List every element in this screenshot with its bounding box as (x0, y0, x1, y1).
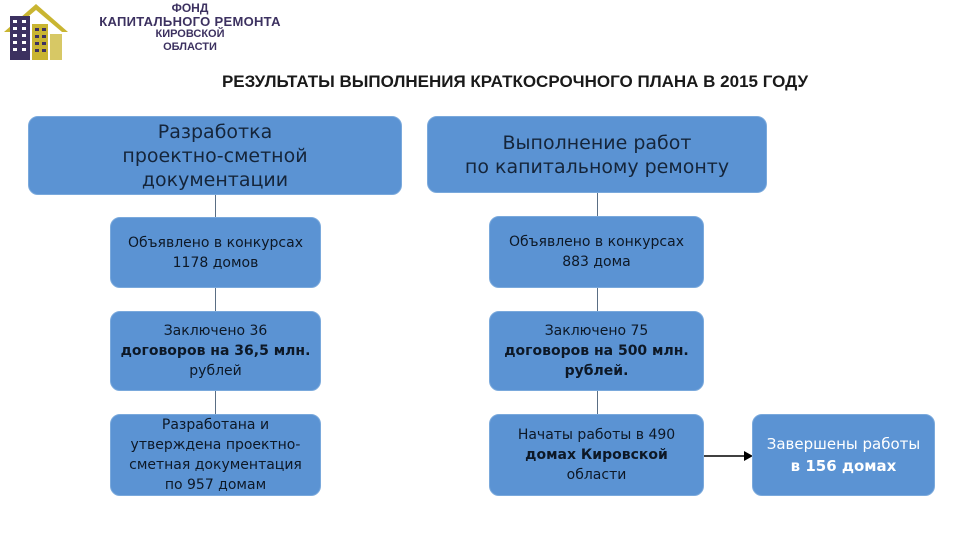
left-box-contracts-line-2: договоров на 36,5 млн. (120, 343, 311, 359)
left-box-tenders-line-1: Объявлено в конкурсах (127, 234, 303, 251)
right-box-contracts-line-1: Заключено 75 (544, 323, 649, 339)
right-box-tenders-line-1: Объявлено в конкурсах (508, 234, 684, 250)
left-box-documentation-line-2: утверждена проектно- (130, 437, 301, 453)
logo-line-1: ФОНД (171, 1, 209, 15)
left-box-contracts-line-3: рублей (189, 363, 242, 379)
right-box-contracts-line-2: договоров на 500 млн. (504, 343, 689, 359)
logo-line-3: КИРОВСКОЙ (155, 28, 225, 40)
left-box-documentation-line-1: Разработана и (161, 417, 270, 433)
result-line-2: в 156 домах (790, 457, 897, 475)
right-box-contracts (489, 311, 704, 391)
logo-line-2: КАПИТАЛЬНОГО РЕМОНТА (99, 14, 281, 29)
left-header-line-2: проектно-сметной (122, 144, 308, 167)
left-box-documentation (110, 414, 321, 496)
left-header-line-1: Разработка (157, 120, 273, 143)
right-header-line-2: по капитальному ремонту (464, 155, 730, 178)
left-box-tenders-line-2: 1178 домов (172, 254, 259, 271)
right-box-tenders-line-2: 883 дома (562, 254, 631, 270)
logo-text (70, 2, 310, 54)
left-box-documentation-line-3: сметная документация (129, 457, 302, 473)
right-header-line-1: Выполнение работ (502, 131, 692, 154)
result-line-1: Завершены работы (766, 435, 921, 453)
left-header-box (28, 116, 402, 195)
left-box-contracts (110, 311, 321, 391)
right-box-works-started-line-1: Начаты работы в 490 (517, 427, 676, 443)
right-box-works-started (489, 414, 704, 496)
result-box (752, 414, 935, 496)
left-box-documentation-line-4: по 957 домам (164, 477, 267, 493)
left-header-line-3: документации (141, 168, 289, 191)
right-box-contracts-line-3: рублей. (564, 363, 629, 379)
right-box-tenders (489, 216, 704, 288)
page-title: РЕЗУЛЬТАТЫ ВЫПОЛНЕНИЯ КРАТКОСРОЧНОГО ПЛАНА В 2015 ГОДУ (221, 72, 809, 91)
logo-line-4: ОБЛАСТИ (163, 41, 217, 53)
left-box-tenders (110, 217, 321, 288)
left-box-contracts-line-1: Заключено 36 (163, 323, 268, 339)
right-box-works-started-line-2: домах Кировской (525, 447, 668, 463)
building-logo-icon (2, 2, 70, 62)
right-box-works-started-line-3: области (566, 467, 627, 483)
right-header-box (427, 116, 767, 193)
arrow-right-icon (704, 449, 754, 463)
